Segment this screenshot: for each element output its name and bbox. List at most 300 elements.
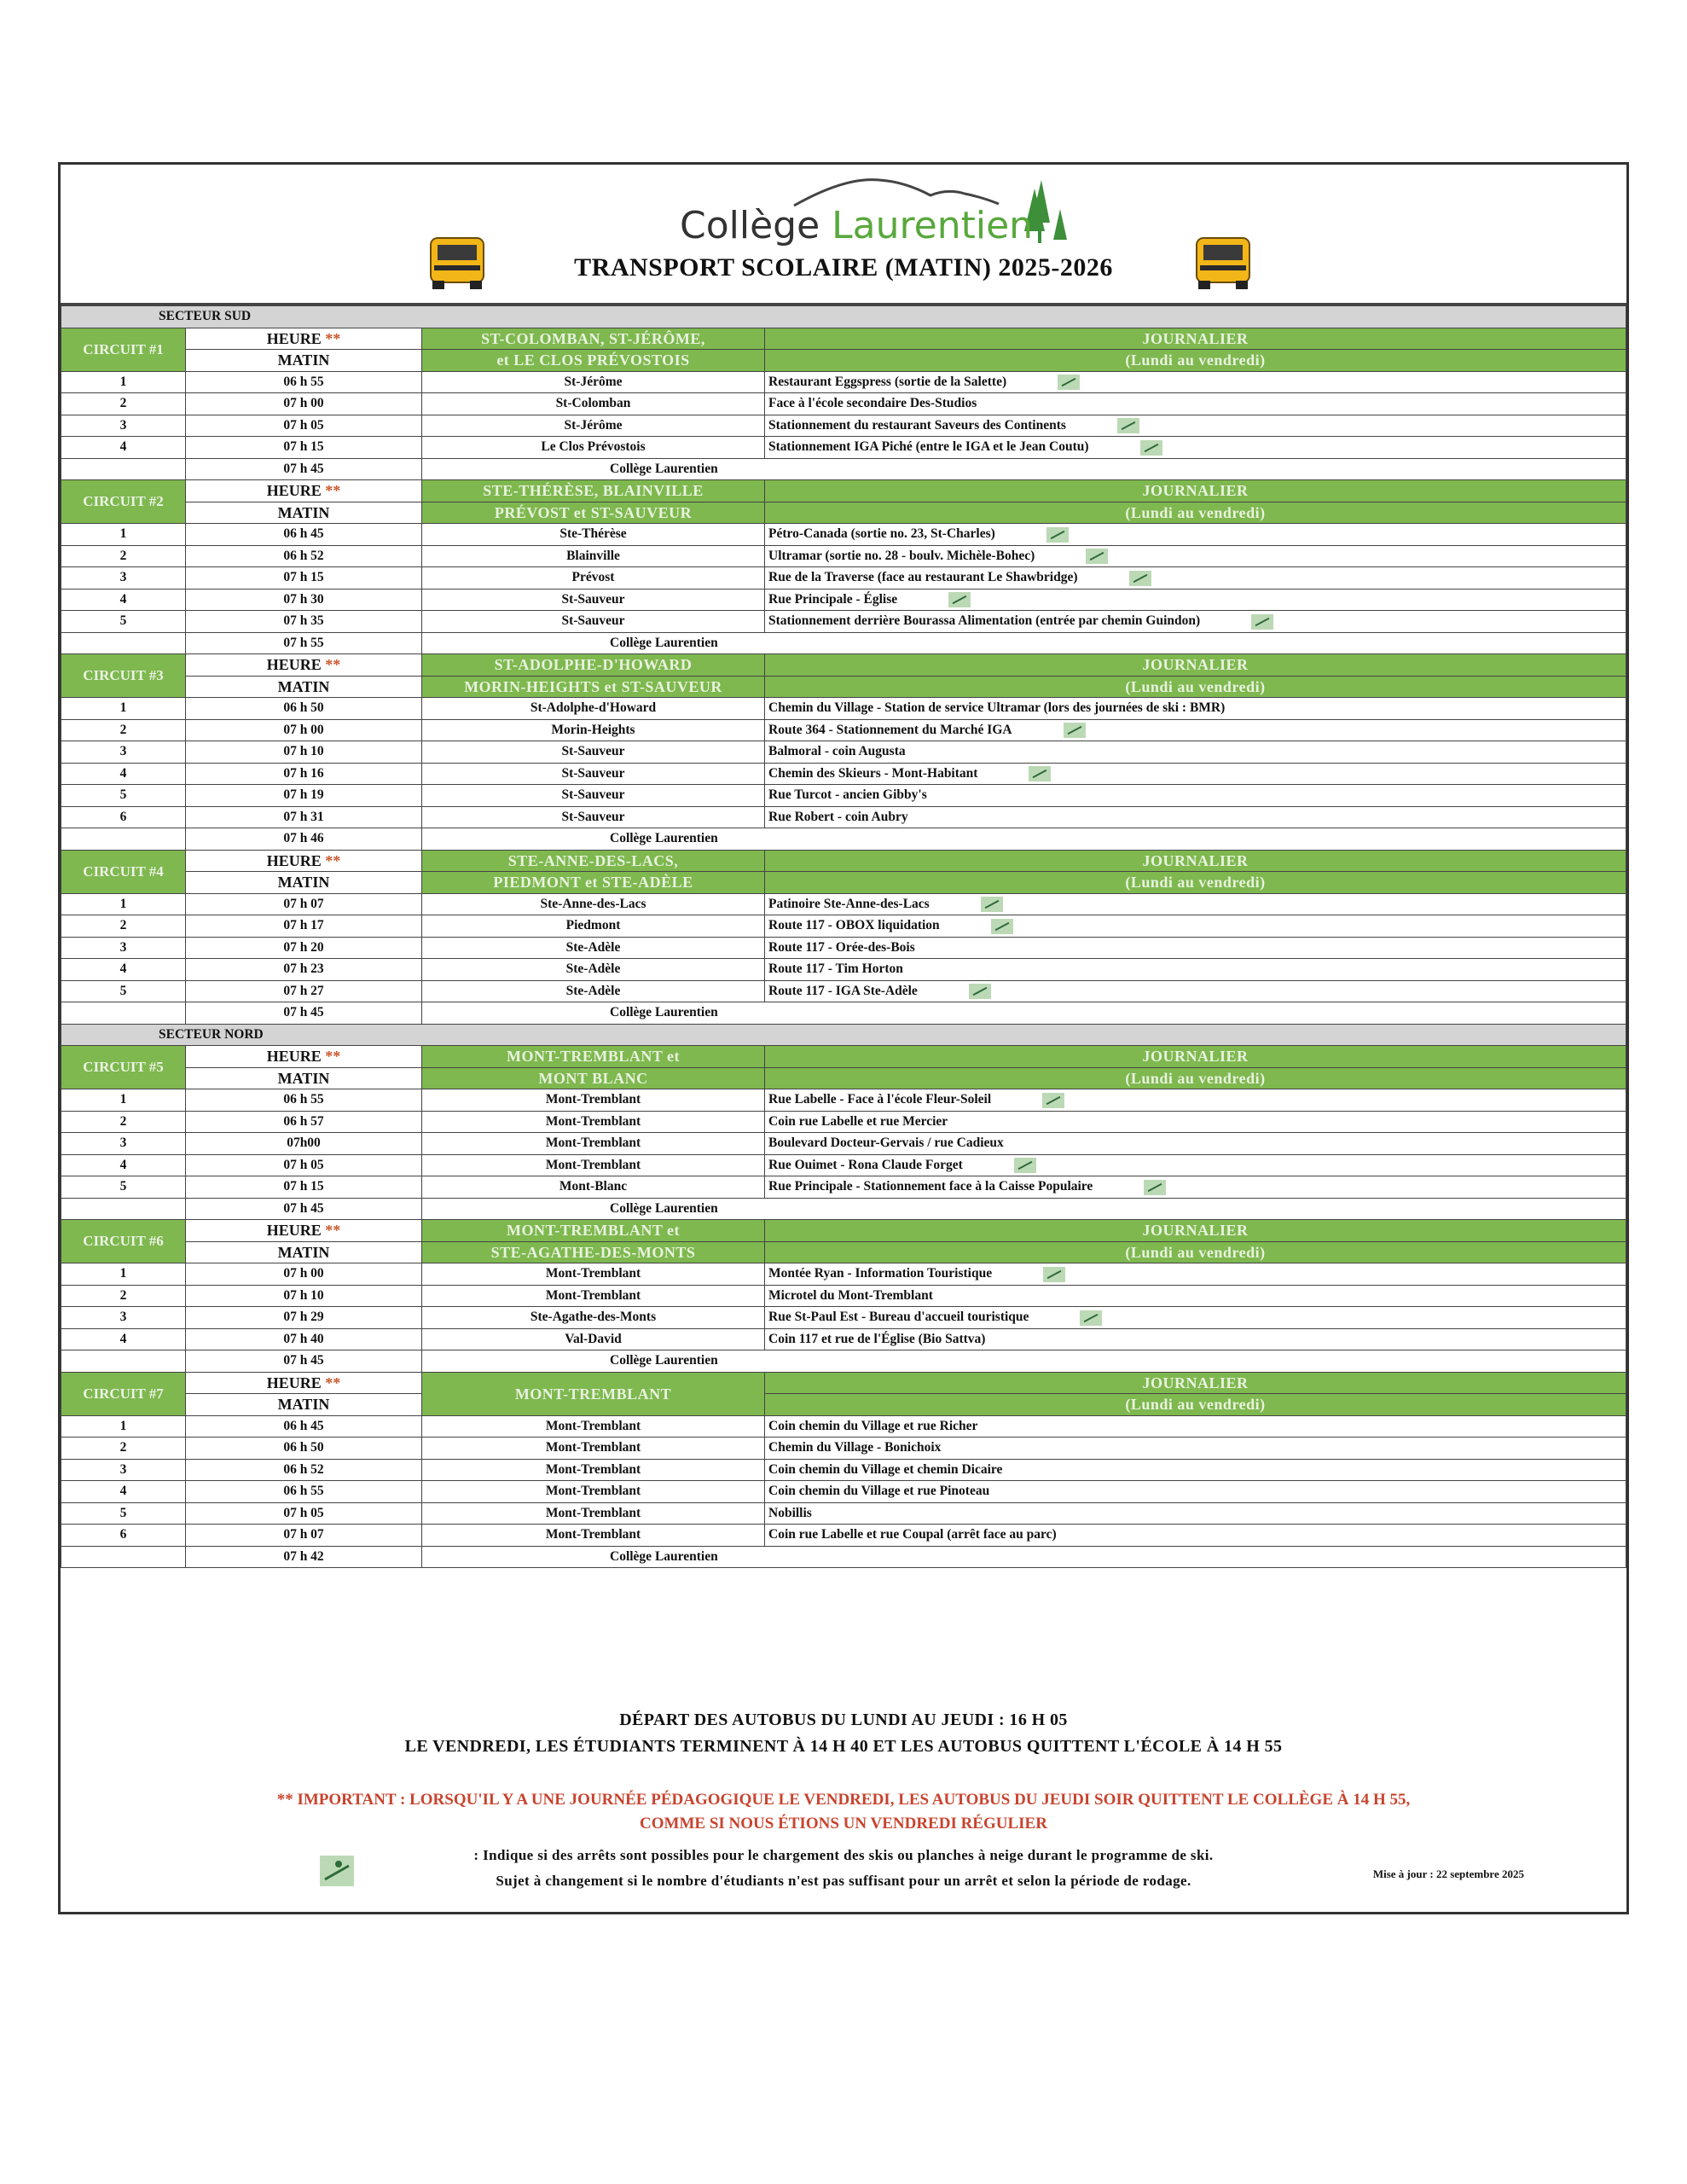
circuit-area: STE-ANNE-DES-LACS,: [422, 850, 765, 872]
heure-stars: **: [325, 1374, 341, 1391]
stop-time: 07 h 07: [186, 1525, 422, 1547]
stop-time: 07h00: [186, 1133, 422, 1155]
ski-stop-icon: [1029, 766, 1051, 781]
stop-number: 4: [61, 437, 186, 459]
stop-place: [765, 1438, 1626, 1460]
stop-town: Mont-Tremblant: [422, 1111, 765, 1133]
stop-place-text: Patinoire Ste-Anne-des-Lacs: [768, 896, 930, 911]
stop-place: [765, 437, 1626, 459]
stop-time: 07 h 05: [186, 415, 422, 437]
stop-place-text: Coin rue Labelle et rue Mercier: [768, 1113, 948, 1129]
stop-place: [765, 1089, 1626, 1112]
arrival-time: 07 h 42: [186, 1546, 422, 1568]
stop-row: [61, 1154, 1626, 1176]
circuit-header-row: [61, 1372, 1626, 1394]
stop-number: 1: [61, 524, 186, 546]
stop-time: 07 h 40: [186, 1328, 422, 1350]
stop-number: 3: [61, 415, 186, 437]
change-note: Sujet à changement si le nombre d'étudiants n'est pas suffisant pour un arrêt et selon la période de rodage.: [496, 1873, 1191, 1889]
arrival-row: [61, 1002, 1626, 1025]
heure-label: [186, 850, 422, 872]
circuit-days: (Lundi au vendredi): [765, 350, 1626, 372]
arrival-row: [61, 1350, 1626, 1373]
heure-text: HEURE: [266, 482, 322, 500]
empty-cell: [61, 1350, 186, 1373]
stop-time: 07 h 10: [186, 1285, 422, 1307]
circuit-frequency: JOURNALIER: [765, 1220, 1626, 1242]
stop-place: [765, 1263, 1626, 1286]
ski-stop-icon: [991, 919, 1013, 934]
stop-row: [61, 371, 1626, 393]
stop-row: [61, 589, 1626, 611]
heure-stars: **: [325, 482, 341, 500]
stop-town: Val-David: [422, 1328, 765, 1350]
stop-time: 06 h 55: [186, 371, 422, 393]
circuit-header-row: [61, 1241, 1626, 1263]
circuit-area: PIEDMONT et STE-ADÈLE: [422, 872, 765, 894]
ski-stop-icon: [318, 1854, 356, 1888]
stop-town: Ste-Adèle: [422, 937, 765, 959]
stop-number: 3: [61, 937, 186, 959]
circuit-header-row: [61, 350, 1626, 372]
stop-town: Ste-Adèle: [422, 959, 765, 981]
ski-stop-icon: [1129, 571, 1151, 586]
stop-number: 6: [61, 806, 186, 828]
stop-number: 3: [61, 1133, 186, 1155]
ski-stop-icon: [981, 897, 1003, 912]
stop-time: 07 h 35: [186, 611, 422, 633]
stop-town: St-Jérôme: [422, 371, 765, 393]
stop-place: [765, 1111, 1626, 1133]
schedule-table: [61, 305, 1626, 1568]
logo-college: Collège: [680, 204, 820, 247]
stop-number: 5: [61, 1502, 186, 1525]
matin-label: MATIN: [186, 350, 422, 372]
schedule-sheet: [58, 162, 1629, 1914]
stop-number: 3: [61, 1307, 186, 1329]
circuit-area: MONT-TREMBLANT et: [422, 1046, 765, 1068]
stop-number: 2: [61, 1438, 186, 1460]
stop-time: 07 h 27: [186, 980, 422, 1002]
stop-number: 1: [61, 698, 186, 720]
empty-cell: [61, 1002, 186, 1025]
stop-place-text: Coin chemin du Village et chemin Dicaire: [768, 1461, 1003, 1477]
update-date: Mise à jour : 22 septembre 2025: [1372, 1867, 1524, 1880]
empty-cell: [61, 458, 186, 480]
stop-time: 06 h 52: [186, 545, 422, 567]
heure-stars: **: [325, 656, 341, 674]
stop-place-text: Route 117 - OBOX liquidation: [768, 918, 940, 933]
circuit-name: CIRCUIT #2: [61, 480, 186, 524]
ski-stop-icon: [969, 984, 991, 999]
stop-time: 07 h 07: [186, 893, 422, 915]
arrival-time: 07 h 45: [186, 458, 422, 480]
circuit-name: CIRCUIT #6: [61, 1220, 186, 1263]
stop-place-text: Route 117 - Tim Horton: [768, 961, 903, 977]
arrival-row: [61, 458, 1626, 480]
stop-time: 07 h 05: [186, 1154, 422, 1176]
stop-town: St-Jérôme: [422, 415, 765, 437]
stop-place-text: Chemin des Skieurs - Mont-Habitant: [768, 765, 978, 781]
stop-row: [61, 1133, 1626, 1155]
stop-place-text: Nobillis: [768, 1505, 812, 1520]
stop-number: 5: [61, 980, 186, 1002]
stop-town: St-Adolphe-d'Howard: [422, 698, 765, 720]
stop-time: 07 h 15: [186, 437, 422, 459]
empty-cell: [61, 632, 186, 654]
logo-laurentien: Laurentien: [832, 204, 1034, 247]
stop-town: Mont-Tremblant: [422, 1438, 765, 1460]
stop-place: [765, 980, 1626, 1002]
stop-row: [61, 893, 1626, 915]
circuit-name: CIRCUIT #1: [61, 328, 186, 371]
stop-town: Le Clos Prévostois: [422, 437, 765, 459]
ski-stop-icon: [1117, 418, 1139, 433]
empty-cell: [61, 1546, 186, 1568]
arrival-row: [61, 1198, 1626, 1220]
circuit-area: PRÉVOST et ST-SAUVEUR: [422, 502, 765, 524]
stop-place: [765, 524, 1626, 546]
important-note-line2: COMME SI NOUS ÉTIONS UN VENDREDI RÉGULIER: [640, 1815, 1047, 1833]
stop-number: 4: [61, 1328, 186, 1350]
circuit-days: (Lundi au vendredi): [765, 872, 1626, 894]
stop-town: Ste-Agathe-des-Monts: [422, 1307, 765, 1329]
stop-number: 2: [61, 915, 186, 938]
stop-place-text: Route 364 - Stationnement du Marché IGA: [768, 722, 1012, 737]
stop-number: 3: [61, 741, 186, 764]
arrival-destination: Collège Laurentien: [422, 458, 1626, 480]
stop-number: 4: [61, 763, 186, 785]
stop-place: [765, 1525, 1626, 1547]
heure-text: HEURE: [266, 329, 322, 347]
stop-place: [765, 1154, 1626, 1176]
stop-town: Ste-Adèle: [422, 980, 765, 1002]
stop-place-text: Rue Principale - Église: [768, 591, 898, 607]
stop-town: Prévost: [422, 567, 765, 590]
stop-time: 07 h 15: [186, 1176, 422, 1199]
stop-row: [61, 1328, 1626, 1350]
stop-row: [61, 763, 1626, 785]
empty-cell: [61, 1198, 186, 1220]
stop-row: [61, 959, 1626, 981]
stop-row: [61, 1525, 1626, 1547]
stop-row: [61, 415, 1626, 437]
circuit-area: ST-COLOMBAN, ST-JÉRÔME,: [422, 328, 765, 350]
heure-label: [186, 1372, 422, 1394]
stop-place-text: Restaurant Eggspress (sortie de la Salette): [768, 374, 1007, 389]
circuit-days: (Lundi au vendredi): [765, 1067, 1626, 1089]
circuit-days: (Lundi au vendredi): [765, 1241, 1626, 1263]
stop-number: 6: [61, 1525, 186, 1547]
stop-row: [61, 545, 1626, 567]
stop-row: [61, 785, 1626, 807]
circuit-days: (Lundi au vendredi): [765, 676, 1626, 698]
stop-town: St-Sauveur: [422, 741, 765, 764]
ski-stop-icon: [1144, 1180, 1166, 1195]
circuit-header-row: [61, 480, 1626, 502]
heure-text: HEURE: [266, 656, 322, 674]
stop-time: 06 h 57: [186, 1111, 422, 1133]
ski-stop-icon: [1086, 549, 1108, 564]
stop-time: 06 h 55: [186, 1089, 422, 1112]
stop-number: 4: [61, 959, 186, 981]
sector-cell: [61, 1024, 1626, 1046]
stop-row: [61, 1263, 1626, 1286]
stop-time: 07 h 10: [186, 741, 422, 764]
stop-town: Mont-Tremblant: [422, 1285, 765, 1307]
stop-row: [61, 1111, 1626, 1133]
stop-town: St-Sauveur: [422, 589, 765, 611]
stop-place: [765, 1285, 1626, 1307]
stop-place: [765, 589, 1626, 611]
stop-number: 1: [61, 371, 186, 393]
circuit-frequency: JOURNALIER: [765, 480, 1626, 502]
stop-row: [61, 1089, 1626, 1112]
stop-place-text: Face à l'école secondaire Des-Studios: [768, 396, 977, 411]
stop-place-text: Coin chemin du Village et rue Richer: [768, 1418, 978, 1433]
friday-note: LE VENDREDI, LES ÉTUDIANTS TERMINENT À 14 H 40 ET LES AUTOBUS QUITTENT L'ÉCOLE À 14 H 55: [404, 1737, 1283, 1756]
stop-place: [765, 545, 1626, 567]
stop-place: [765, 763, 1626, 785]
stop-row: [61, 524, 1626, 546]
heure-text: HEURE: [266, 851, 322, 869]
stop-town: St-Sauveur: [422, 785, 765, 807]
stop-number: 2: [61, 393, 186, 415]
stop-town: Mont-Tremblant: [422, 1525, 765, 1547]
stop-place: [765, 959, 1626, 981]
stop-number: 1: [61, 893, 186, 915]
heure-label: [186, 480, 422, 502]
stop-row: [61, 915, 1626, 938]
circuit-days: (Lundi au vendredi): [765, 502, 1626, 524]
stop-town: Mont-Tremblant: [422, 1133, 765, 1155]
stop-number: 2: [61, 1111, 186, 1133]
stop-town: Blainville: [422, 545, 765, 567]
circuit-area: STE-THÉRÈSE, BLAINVILLE: [422, 480, 765, 502]
stop-place-text: Rue Principale - Stationnement face à la Caisse Populaire: [768, 1179, 1093, 1194]
matin-label: MATIN: [186, 1394, 422, 1416]
stop-place: [765, 1307, 1626, 1329]
stop-place: [765, 806, 1626, 828]
stop-number: 2: [61, 1285, 186, 1307]
stop-place: [765, 1133, 1626, 1155]
stop-place: [765, 1481, 1626, 1503]
stop-time: 07 h 29: [186, 1307, 422, 1329]
circuit-area: MONT BLANC: [422, 1067, 765, 1089]
stop-number: 3: [61, 567, 186, 590]
ski-stop-icon: [1080, 1310, 1102, 1326]
stop-time: 07 h 19: [186, 785, 422, 807]
arrival-row: [61, 1546, 1626, 1568]
ski-stop-icon: [1014, 1158, 1036, 1173]
stop-time: 07 h 05: [186, 1502, 422, 1525]
arrival-time: 07 h 46: [186, 828, 422, 851]
arrival-time: 07 h 45: [186, 1002, 422, 1025]
stop-place-text: Coin chemin du Village et rue Pinoteau: [768, 1484, 990, 1499]
stop-place-text: Route 117 - IGA Ste-Adèle: [768, 983, 918, 998]
circuit-name: CIRCUIT #7: [61, 1372, 186, 1415]
circuit-header-row: [61, 850, 1626, 872]
heure-text: HEURE: [266, 1374, 322, 1391]
stop-row: [61, 698, 1626, 720]
stop-row: [61, 741, 1626, 764]
circuit-frequency: JOURNALIER: [765, 328, 1626, 350]
stop-row: [61, 393, 1626, 415]
stop-row: [61, 437, 1626, 459]
heure-label: [186, 1220, 422, 1242]
arrival-destination: Collège Laurentien: [422, 828, 1626, 851]
stop-town: Ste-Anne-des-Lacs: [422, 893, 765, 915]
ski-stop-icon: [1251, 614, 1273, 630]
heure-text: HEURE: [266, 1222, 322, 1240]
arrival-destination: Collège Laurentien: [422, 1002, 1626, 1025]
circuit-days: (Lundi au vendredi): [765, 1394, 1626, 1416]
logo-wordmark: [680, 204, 1033, 247]
ski-stop-icon: [1042, 1093, 1064, 1108]
stop-time: 06 h 45: [186, 524, 422, 546]
stop-number: 4: [61, 1154, 186, 1176]
stop-row: [61, 1307, 1626, 1329]
stop-place-text: Route 117 - Orée-des-Bois: [768, 939, 915, 955]
circuit-header-row: [61, 654, 1626, 677]
heure-stars: **: [325, 851, 341, 869]
stop-row: [61, 806, 1626, 828]
stop-time: 07 h 00: [186, 393, 422, 415]
stop-row: [61, 1459, 1626, 1481]
stop-place: [765, 785, 1626, 807]
stop-town: Mont-Tremblant: [422, 1415, 765, 1438]
stop-place-text: Rue St-Paul Est - Bureau d'accueil touristique: [768, 1310, 1029, 1325]
stop-number: 5: [61, 611, 186, 633]
sector-name: SECTEUR SUD: [159, 309, 252, 324]
stop-place: [765, 698, 1626, 720]
stop-number: 1: [61, 1415, 186, 1438]
stop-place-text: Chemin du Village - Station de service Ultramar (lors des journées de ski : BMR): [768, 700, 1226, 716]
circuit-frequency: JOURNALIER: [765, 1372, 1626, 1394]
stop-town: Mont-Tremblant: [422, 1154, 765, 1176]
stop-town: Mont-Tremblant: [422, 1459, 765, 1481]
sector-header: [61, 1024, 1626, 1046]
stop-place: [765, 719, 1626, 741]
circuit-frequency: JOURNALIER: [765, 654, 1626, 677]
arrival-time: 07 h 45: [186, 1198, 422, 1220]
stop-time: 07 h 20: [186, 937, 422, 959]
stop-row: [61, 937, 1626, 959]
stop-place-text: Pétro-Canada (sortie no. 23, St-Charles): [768, 526, 995, 542]
arrival-destination: Collège Laurentien: [422, 1350, 1626, 1373]
stop-row: [61, 567, 1626, 590]
circuit-frequency: JOURNALIER: [765, 850, 1626, 872]
circuit-name: CIRCUIT #4: [61, 850, 186, 893]
departure-note: DÉPART DES AUTOBUS DU LUNDI AU JEUDI : 16 H 05: [619, 1711, 1068, 1729]
stop-place-text: Ultramar (sortie no. 28 - boulv. Michèle-Bohec): [768, 548, 1035, 563]
stop-place-text: Rue Ouimet - Rona Claude Forget: [768, 1157, 963, 1172]
stop-place: [765, 741, 1626, 764]
stop-town: St-Sauveur: [422, 611, 765, 633]
ski-stop-icon: [1046, 527, 1069, 543]
stop-place: [765, 893, 1626, 915]
stop-place-text: Boulevard Docteur-Gervais / rue Cadieux: [768, 1136, 1004, 1151]
stop-place: [765, 415, 1626, 437]
circuit-area: STE-AGATHE-DES-MONTS: [422, 1241, 765, 1263]
ski-stop-icon: [1058, 375, 1080, 390]
matin-label: MATIN: [186, 676, 422, 698]
stop-time: 06 h 52: [186, 1459, 422, 1481]
stop-town: Ste-Thérèse: [422, 524, 765, 546]
circuit-header-row: [61, 676, 1626, 698]
stop-place-text: Coin rue Labelle et rue Coupal (arrêt face au parc): [768, 1527, 1057, 1542]
document-title: TRANSPORT SCOLAIRE (MATIN) 2025-2026: [574, 253, 1113, 282]
stop-town: St-Sauveur: [422, 763, 765, 785]
circuit-area: MONT-TREMBLANT: [422, 1372, 765, 1415]
circuit-header-row: [61, 1394, 1626, 1416]
arrival-destination: Collège Laurentien: [422, 1546, 1626, 1568]
stop-number: 4: [61, 589, 186, 611]
college-logo: [623, 171, 1101, 257]
arrival-time: 07 h 55: [186, 632, 422, 654]
stop-place-text: Montée Ryan - Information Touristique: [768, 1266, 993, 1281]
stop-place: [765, 393, 1626, 415]
stop-time: 07 h 30: [186, 589, 422, 611]
footer-notes: [61, 1711, 1626, 1890]
stop-number: 4: [61, 1481, 186, 1503]
stop-place: [765, 1176, 1626, 1199]
stop-town: Mont-Tremblant: [422, 1089, 765, 1112]
stop-town: St-Sauveur: [422, 806, 765, 828]
sector-header: [61, 306, 1626, 328]
stop-town: Mont-Tremblant: [422, 1481, 765, 1503]
stop-time: 06 h 55: [186, 1481, 422, 1503]
heure-stars: **: [325, 1048, 341, 1066]
stop-number: 3: [61, 1459, 186, 1481]
stop-place: [765, 937, 1626, 959]
sector-cell: [61, 306, 1626, 328]
stop-time: 07 h 15: [186, 567, 422, 590]
matin-label: MATIN: [186, 1241, 422, 1263]
circuit-area: et LE CLOS PRÉVOSTOIS: [422, 350, 765, 372]
sector-name: SECTEUR NORD: [159, 1026, 264, 1042]
stop-number: 1: [61, 1263, 186, 1286]
stop-town: Piedmont: [422, 915, 765, 938]
ski-stop-icon: [1140, 440, 1162, 456]
legend-text: : Indique si des arrêts sont possibles pour le chargement des skis ou planches à neige durant le programme de ski.: [473, 1847, 1214, 1863]
stop-row: [61, 1285, 1626, 1307]
important-note-line1: ** IMPORTANT : LORSQU'IL Y A UNE JOURNÉE PÉDAGOGIQUE LE VENDREDI, LES AUTOBUS DU JEUDI SOIR QUITTENT LE COLLÈGE À 14 H 55,: [276, 1791, 1411, 1809]
stop-row: [61, 611, 1626, 633]
heure-label: [186, 328, 422, 350]
stop-place: [765, 915, 1626, 938]
stop-place-text: Rue Turcot - ancien Gibby's: [768, 787, 927, 803]
matin-label: MATIN: [186, 1067, 422, 1089]
stop-place-text: Rue Labelle - Face à l'école Fleur-Soleil: [768, 1092, 992, 1107]
stop-place-text: Coin 117 et rue de l'Église (Bio Sattva): [768, 1331, 986, 1346]
stop-number: 2: [61, 545, 186, 567]
circuit-area: ST-ADOLPHE-D'HOWARD: [422, 654, 765, 677]
stop-place-text: Stationnement IGA Piché (entre le IGA et le Jean Coutu): [768, 439, 1089, 455]
stop-row: [61, 1176, 1626, 1199]
stop-row: [61, 1481, 1626, 1503]
matin-label: MATIN: [186, 872, 422, 894]
stop-row: [61, 1502, 1626, 1525]
stop-place: [765, 1415, 1626, 1438]
stop-row: [61, 1415, 1626, 1438]
stop-place: [765, 567, 1626, 590]
stop-town: Mont-Blanc: [422, 1176, 765, 1199]
circuit-name: CIRCUIT #5: [61, 1046, 186, 1089]
arrival-row: [61, 632, 1626, 654]
matin-label: MATIN: [186, 502, 422, 524]
stop-row: [61, 1438, 1626, 1460]
